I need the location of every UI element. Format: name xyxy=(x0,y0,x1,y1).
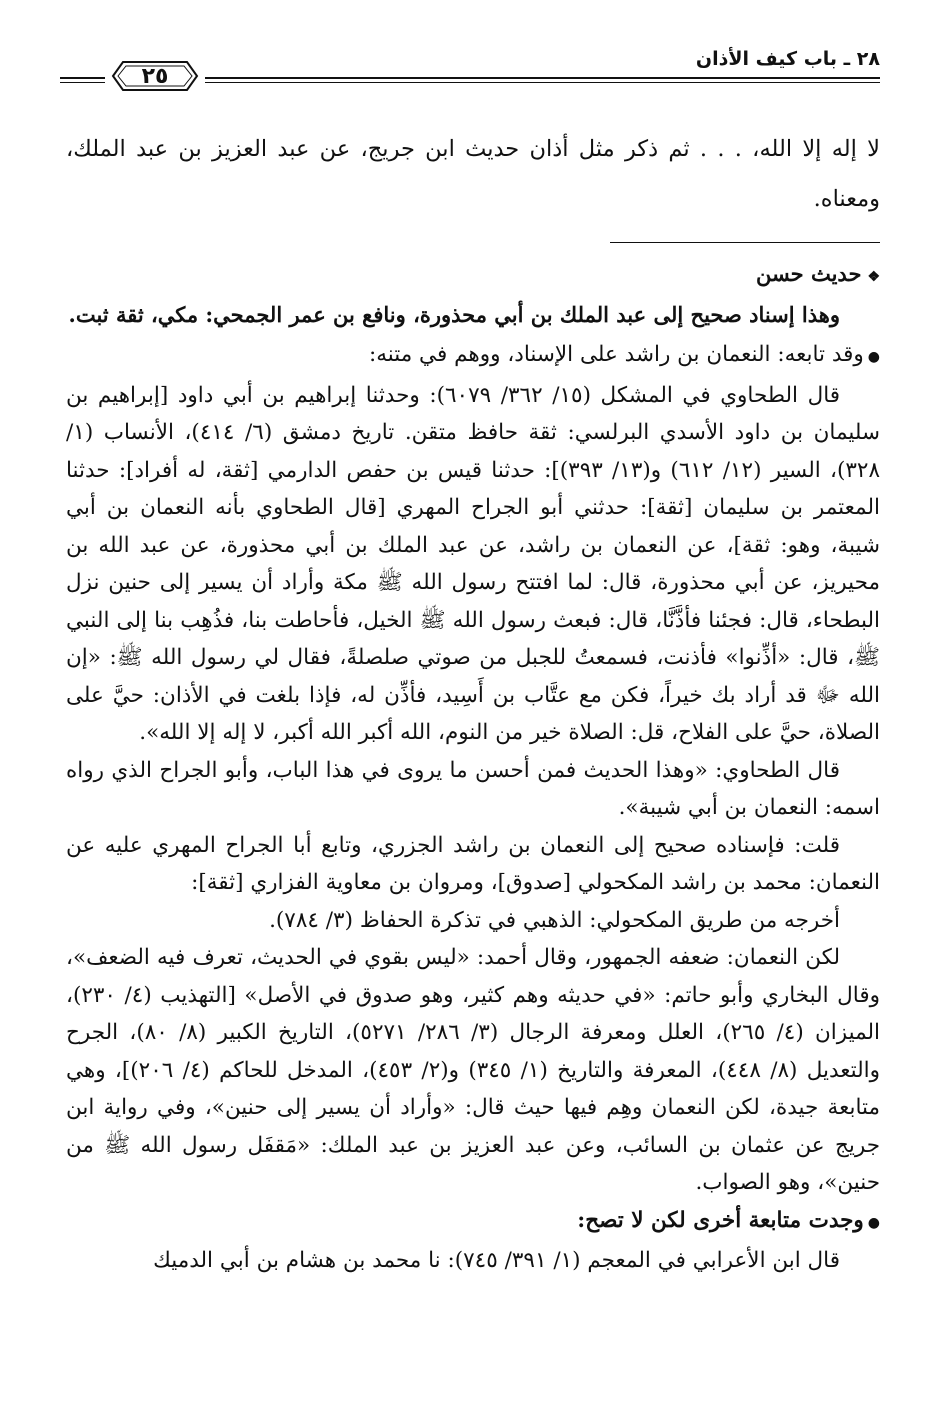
page-body xyxy=(66,124,880,1280)
paragraph-1-text: وقد تابعه: النعمان بن راشد على الإسناد، ووهم في متنه: xyxy=(368,342,864,367)
page-header xyxy=(60,40,880,90)
grading-statement: وهذا إسناد صحيح إلى عبد الملك بن أبي محذورة، ونافع بن عمر الجمحي: مكي، ثقة ثبت. xyxy=(68,302,840,327)
grading-title xyxy=(66,257,880,294)
paragraph-8: قال ابن الأعرابي في المعجم (١/ ٣٩١/ ٧٤٥): نا محمد بن هشام بن أبي الدميك xyxy=(153,1248,840,1273)
section1-paragraph: لا إله إلا الله، . . . ثم ذكر مثل أذان حديث ابن جريج، عن عبد العزيز بن عبد الملك، ومعناه. xyxy=(66,136,880,212)
main-text xyxy=(66,336,880,1280)
page-number-badge xyxy=(105,58,205,94)
section-divider xyxy=(610,242,880,243)
bullet-icon: ● xyxy=(867,349,880,365)
bullet-icon: ● xyxy=(867,1214,880,1231)
paragraph-4: قلت: فإسناده صحيح إلى النعمان بن راشد الجزري، وتابع أبا الجراح المهري عليه عن النعمان: محمد بن راشد المكحولي [صدوق]، ومروان بن معاوية الفزاري [ثقة]: xyxy=(66,832,880,895)
page-number: ٢٥ xyxy=(141,63,169,89)
chapter-title: ٢٨ ـ باب كيف الأذان xyxy=(695,48,880,70)
book-icon: ❖ xyxy=(867,269,880,285)
paragraph-3: قال الطحاوي: «وهذا الحديث فمن أحسن ما يروى في هذا الباب، وأبو الجراح الذي رواه اسمه: النعمان بن أبي شيبة». xyxy=(66,757,880,820)
paragraph-6: لكن النعمان: ضعفه الجمهور، وقال أحمد: «ليس بقوي في الحديث، تعرف فيه الضعف»، وقال البخاري وأبو حاتم: «في حديثه وهم كثير، وهو صدوق في الأصل» [التهذيب (٤/ ٢٣٠)، الميزان (٤/ ٢٦٥)، العلل ومعرفة الرجال (٣/ ٢٨٦/ ٥٢٧١)، التاريخ الكبير (٨/ ٨٠)، الجرح والتعديل (٨/ ٤٤٨)، المعرفة والتاريخ (١/ ٣٤٥) و(٢/ ٤٥٣)، المدخل للحاكم (٤/ ٢٠٦)]، وهي متابعة جيدة، لكن النعمان وهِم فيها حيث قال: «وأراد أن يسير إلى حنين»، وفي رواية ابن جريج عن عثمان بن السائب، وعن عبد العزيز بن عبد الملك: «مَقفَل رسول الله ﷺ من حنين»، وهو الصواب. xyxy=(66,945,881,1195)
paragraph-1 xyxy=(66,336,880,377)
paragraph-2: قال الطحاوي في المشكل (١٥/ ٣٦٢/ ٦٠٧٩): وحدثنا إبراهيم بن أبي داود [إبراهيم بن سليمان بن داود الأسدي البرلسي: ثقة حافظ متقن. تاريخ دمشق (٦/ ٤١٤)، الأنساب (١/ ٣٢٨)، السير (١٢/ ٦١٢) و(١٣/ ٣٩٣)]: حدثنا قيس بن حفص الدارمي [ثقة، له أفراد]: حدثنا المعتمر بن سليمان [ثقة]: حدثني أبو الجراح المهري [قال الطحاوي بأنه النعمان بن أبي شيبة، وهو: ثقة]، عن النعمان بن راشد، عن عبد الملك بن أبي محذورة، عن عبد الله بن محيريز، عن أبي محذورة، قال: لما افتتح رسول الله ﷺ مكة وأراد أن يسير إلى حنين نزل البطحاء، قال: فجئنا فأذَّنَّا، قال: فبعث رسول الله ﷺ الخيل، فأحاطت بنا، فذُهِب بنا إلى النبي ﷺ، قال: «أذِّنوا» فأذنت، فسمعتُ للجبل من صوتي صلصلةً، فقال لي رسول الله ﷺ: «إن الله ﷻ قد أراد بك خيراً، فكن مع عتَّاب بن أَسِيد، فأذِّن له، فإذا بلغت في الأذان: حيَّ على الصلاة، حيَّ على الفلاح، قل: الصلاة خير من النوم، الله أكبر الله أكبر، لا إله إلا الله». xyxy=(66,382,881,745)
paragraph-7-text: وجدت متابعة أخرى لكن لا تصح: xyxy=(577,1207,864,1233)
paragraph-7 xyxy=(66,1202,880,1243)
grading-title-text: حديث حسن xyxy=(755,261,862,286)
paragraph-5: أخرجه من طريق المكحولي: الذهبي في تذكرة الحفاظ (٣/ ٧٨٤). xyxy=(269,907,840,933)
